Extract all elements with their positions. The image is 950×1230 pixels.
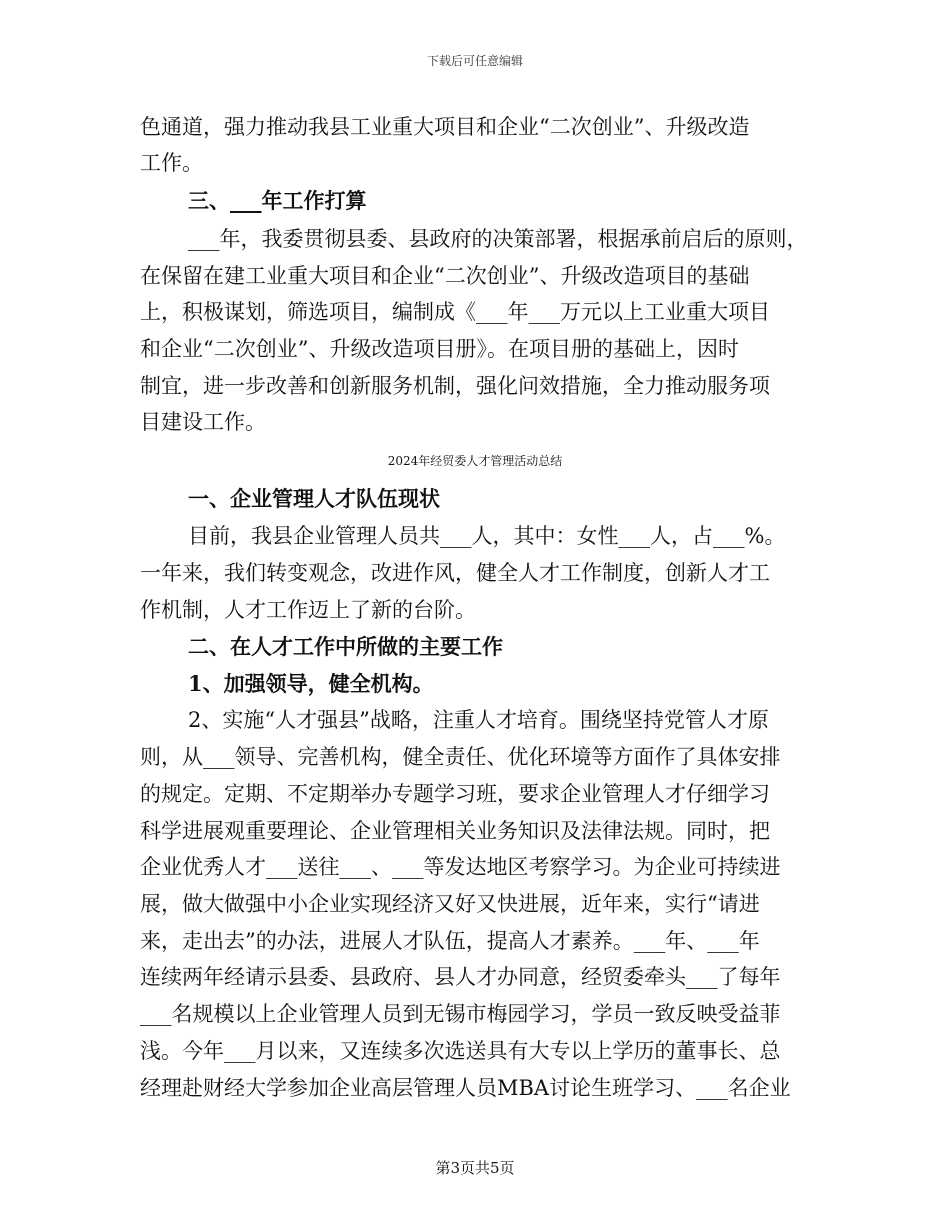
body-line: 制宜，进一步改善和创新服务机制，强化问效措施，全力推动服务项 [140,374,770,398]
body-line: 工作。 [140,151,203,175]
page-header: 下载后可任意编辑 [426,54,523,68]
body-line: ___名规模以上企业管理人员到无锡市梅园学习，学员一致反映受益菲 [140,1002,781,1026]
body-line: 2、实施“人才强县”战略，注重人才培育。围绕坚持党管人才原 [188,708,769,732]
section-heading: 三、___年工作打算 [188,188,367,213]
body-line: 目前，我县企业管理人员共___人，其中：女性___人，占___%。 [188,524,786,548]
body-line: 企业优秀人才___送往___、___等发达地区考察学习。为企业可持续进 [140,855,781,879]
body-line: 在保留在建工业重大项目和企业“二次创业”、升级改造项目的基础 [140,264,750,288]
body-line: 则，从___领导、完善机构，健全责任、优化环境等方面作了具体安排 [140,745,781,769]
body-line: 上，积极谋划，筛选项目，编制成《___年___万元以上工业重大项目 [140,300,770,324]
body-line: 作机制，人才工作迈上了新的台阶。 [140,598,476,622]
subsection-heading: 1、加强领导，健全机构。 [188,671,434,696]
document-title: 2024年经贸委人才管理活动总结 [387,454,563,468]
body-line: 浅。今年___月以来，又连续多次选送具有大专以上学历的董事长、总 [140,1039,781,1063]
body-line: 目建设工作。 [140,410,266,434]
body-line: 和企业“二次创业”、升级改造项目册》。在项目册的基础上，因时 [140,337,739,361]
section-heading: 二、在人才工作中所做的主要工作 [188,634,503,659]
body-line: 来，走出去”的办法，进展人才队伍，提高人才素养。___年、___年 [140,929,760,953]
body-line: 展，做大做强中小企业实现经济又好又快进展，近年来，实行“请进 [140,892,760,916]
body-line: 一年来，我们转变观念，改进作风，健全人才工作制度，创新人才工 [140,561,770,585]
body-line: 科学进展观重要理论、企业管理相关业务知识及法律法规。同时，把 [140,819,770,843]
body-line: 色通道，强力推动我县工业重大项目和企业“二次创业”、升级改造 [140,115,750,139]
body-line: 经理赴财经大学参加企业高层管理人员MBA讨论生班学习、___名企业 [140,1076,791,1100]
section-heading: 一、企业管理人才队伍现状 [188,486,440,511]
body-line: 的规定。定期、不定期举办专题学习班，要求企业管理人才仔细学习 [140,782,770,806]
body-line: ___年，我委贯彻县委、县政府的决策部署，根据承前启后的原则， [188,227,808,251]
body-line: 连续两年经请示县委、县政府、县人才办同意，经贸委牵头___了每年 [140,965,781,989]
page-footer: 第3页共5页 [435,1159,515,1177]
